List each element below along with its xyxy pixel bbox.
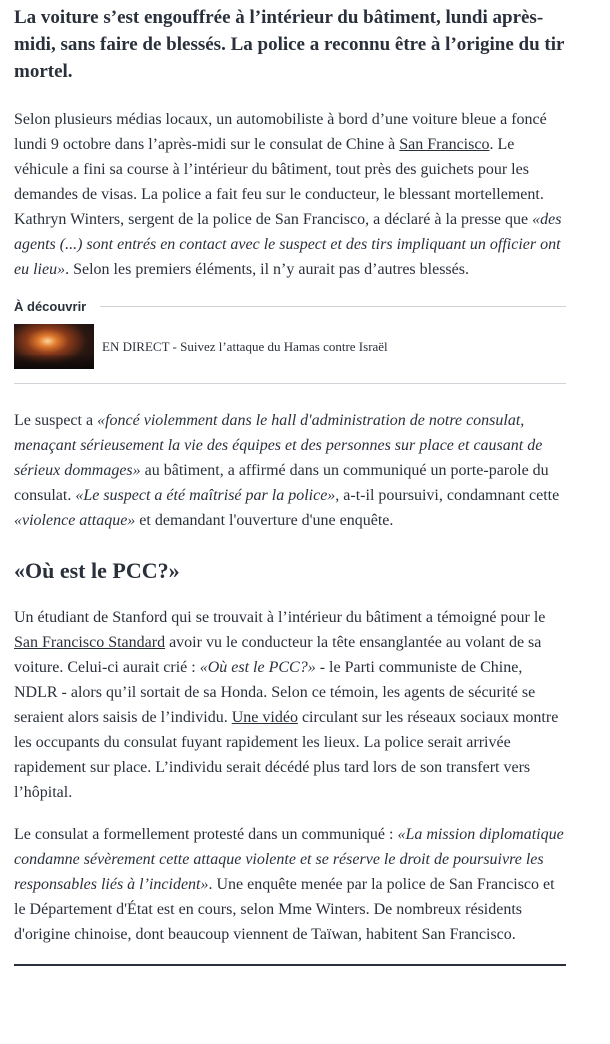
paragraph-2-quote-2: «Le suspect a été maîtrisé par la police» — [75, 487, 336, 504]
paragraph-2-text-b: au bâtiment, a affirmé dans un communiqué un porte-parole du consulat. — [14, 462, 549, 504]
paragraph-1-text-a: Selon plusieurs médias locaux, un automobiliste à bord d’une voiture bleue a foncé lundi 9 octobre dans l’après-midi sur le consulat de Chine à — [14, 111, 547, 153]
paragraph-3-text-c: - le Parti communiste de Chine, NDLR - alors qu’il sortait de sa Honda. Selon ce témoin, les agents de sécurité se seraient alors saisis de l’individu. — [14, 659, 536, 726]
san-francisco-link[interactable]: San Francisco — [399, 136, 490, 153]
paragraph-2-text-c: , a-t-il poursuivi, condamnant cette — [335, 487, 560, 504]
section-heading: «Où est le PCC?» — [14, 558, 180, 583]
video-link[interactable]: Une vidéo — [231, 709, 298, 726]
discover-card[interactable] — [14, 324, 566, 384]
discover-thumbnail[interactable] — [14, 324, 94, 369]
article — [14, 0, 566, 966]
paragraph-1-quote: «des agents (...) sont entrés en contact avec le suspect et des tirs impliquant un officier ont eu lieu» — [14, 211, 562, 278]
sf-standard-link[interactable]: San Francisco Standard — [14, 634, 166, 651]
paragraph-3-text-a: Un étudiant de Stanford qui se trouvait à l’intérieur du bâtiment a témoigné pour le — [14, 609, 546, 626]
bottom-divider — [14, 964, 566, 966]
paragraph-3-text-b: avoir vu le conducteur la tête ensanglantée au volant de sa voiture. Celui-ci aurait crié : — [14, 634, 542, 676]
paragraph-3-text-d: circulant sur les réseaux sociaux montre les occupants du consulat fuyant rapidement les lieux. La police serait arrivée rapidement sur place. L’individu serait décédé plus tard lors de son transfert vers l’hôpital. — [14, 709, 559, 801]
paragraph-1 — [14, 107, 566, 282]
paragraph-2-text-d: et demandant l'ouverture d'une enquête. — [135, 512, 394, 529]
paragraph-4-text-b: . Une enquête menée par la police de San Francisco et le Département d'État est en cours, selon Mme Winters. De nombreux résidents d'origine chinoise, dont beaucoup viennent de Taïwan, habitent San Francisco. — [14, 876, 555, 943]
paragraph-2 — [14, 408, 566, 533]
paragraph-2-quote-3: «violence attaque» — [14, 512, 136, 529]
discover-header — [14, 299, 566, 314]
paragraph-2-text-a: Le suspect a — [14, 412, 98, 429]
discover-section — [14, 299, 566, 384]
paragraph-2-quote-1: «foncé violemment dans le hall d'administration de notre consulat, menaçant sérieusement la vie des équipes et des personnes sur place et causant de sérieux dommages» — [14, 412, 543, 479]
paragraph-4-quote: «La mission diplomatique condamne sévèrement cette attaque violente et se réserve le droit de poursuivre les responsables liés à l’incident» — [14, 826, 564, 893]
discover-card-title[interactable]: EN DIRECT - Suivez l’attaque du Hamas contre Israël — [102, 338, 388, 354]
discover-label: À découvrir — [14, 299, 87, 314]
paragraph-4 — [14, 822, 566, 947]
paragraph-3-quote: «Où est le PCC?» — [199, 659, 316, 676]
paragraph-3 — [14, 605, 566, 805]
paragraph-1-text-b: . Le véhicule a fini sa course à l’intérieur du bâtiment, tout près des guichets pour les demandes de visas. La police a fait feu sur le conducteur, le blessant mortellement. Kathryn Winters, sergent de la police de San Francisco, a déclaré à la presse que — [14, 136, 544, 228]
paragraph-4-text-a: Le consulat a formellement protesté dans un communiqué : — [14, 826, 398, 843]
discover-divider — [100, 306, 566, 307]
article-lead: La voiture s’est engouffrée à l’intérieur du bâtiment, lundi après-midi, sans faire de blessés. La police a reconnu être à l’origine du tir mortel. — [14, 7, 565, 82]
paragraph-1-text-c: . Selon les premiers éléments, il n’y aurait pas d’autres blessés. — [65, 261, 469, 278]
